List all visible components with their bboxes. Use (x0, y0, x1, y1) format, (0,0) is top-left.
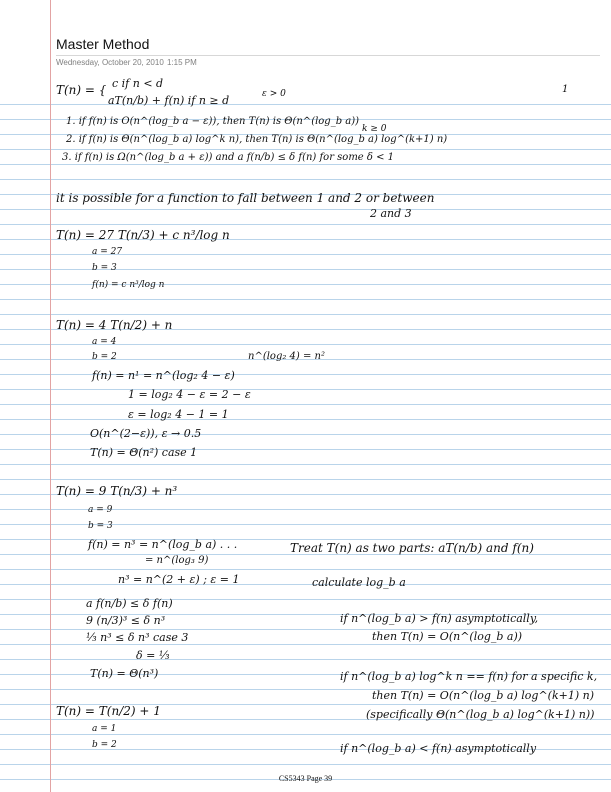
example-2-f: f(n) = n¹ = n^(log₂ 4 − ε) (92, 369, 235, 382)
example-1-a: a = 27 (92, 247, 123, 257)
example-4-recurrence: T(n) = T(n/2) + 1 (56, 704, 161, 718)
method-summary-title: Treat T(n) as two parts: aT(n/b) and f(n) (290, 541, 534, 555)
summary-case-2-result: then T(n) = O(n^(log_b a) log^(k+1) n) (372, 689, 595, 702)
example-3-log-value: = n^(log₃ 9) (145, 555, 209, 566)
summary-case-1: if n^(log_b a) > f(n) asymptotically, (340, 612, 539, 625)
example-2-result: T(n) = Θ(n²) case 1 (90, 446, 198, 459)
method-summary-step: calculate log_b a (312, 576, 406, 589)
case-1-statement: 1. if f(n) is O(n^(log_b a − ε)), then T(n) is Θ(n^(log_b a)) (66, 116, 360, 127)
example-2-comparison: n^(log₂ 4) = n² (248, 351, 325, 362)
example-3-recurrence: T(n) = 9 T(n/3) + n³ (56, 484, 178, 498)
example-2-step-1: 1 = log₂ 4 − ε = 2 − ε (128, 388, 251, 401)
margin-mark: 1 (562, 84, 569, 95)
epsilon-note: ε > 0 (262, 89, 286, 99)
recurrence-definition: T(n) = { (56, 83, 107, 97)
between-cases-note-cont: 2 and 3 (370, 207, 412, 220)
example-3-regularity-step-2: ⅓ n³ ≤ δ n³ case 3 (86, 631, 189, 644)
k-constraint-note: k ≥ 0 (362, 124, 387, 134)
case-3-statement: 3. if f(n) is Ω(n^(log_b a + ε)) and a f(n/b) ≤ δ f(n) for some δ < 1 (62, 152, 395, 163)
summary-case-1-result: then T(n) = O(n^(log_b a)) (372, 630, 523, 643)
summary-case-2-specific: (specifically Θ(n^(log_b a) log^(k+1) n)) (366, 708, 595, 721)
example-3-regularity: a f(n/b) ≤ δ f(n) (86, 597, 173, 610)
case-2-statement: 2. if f(n) is Θ(n^(log_b a) log^k n), then T(n) is Θ(n^(log_b a) log^(k+1) n) (66, 134, 448, 145)
example-2-recurrence: T(n) = 4 T(n/2) + n (56, 318, 173, 332)
example-2-a: a = 4 (92, 337, 117, 347)
page-time: 1:15 PM (167, 58, 197, 67)
example-1-b: b = 3 (92, 263, 117, 273)
summary-case-2: if n^(log_b a) log^k n == f(n) for a specific k, (340, 670, 598, 683)
example-3-f: f(n) = n³ = n^(log_b a) . . . (88, 538, 238, 551)
page-date: Wednesday, October 20, 2010 (56, 58, 164, 67)
example-4-a: a = 1 (92, 724, 117, 734)
example-3-result: T(n) = Θ(n³) (90, 667, 159, 680)
example-2-step-2: ε = log₂ 4 − 1 = 1 (128, 408, 229, 421)
example-2-step-3: O(n^(2−ε)), ε → 0.5 (90, 427, 202, 440)
example-3-delta: δ = ⅓ (136, 649, 170, 662)
example-3-a: a = 9 (88, 505, 113, 515)
example-3-epsilon: n³ = n^(2 + ε) ; ε = 1 (118, 573, 240, 586)
example-2-b: b = 2 (92, 352, 117, 362)
summary-case-3: if n^(log_b a) < f(n) asymptotically (340, 742, 537, 755)
between-cases-note: it is possible for a function to fall between 1 and 2 or between (56, 191, 435, 205)
example-1-f: f(n) = c n³/log n (92, 280, 165, 290)
page-footer: CS5343 Page 39 (278, 774, 333, 783)
page-title: Master Method (56, 36, 150, 52)
example-1-recurrence: T(n) = 27 T(n/3) + c n³/log n (56, 228, 230, 242)
example-3-regularity-step-1: 9 (n/3)³ ≤ δ n³ (86, 614, 166, 627)
example-4-b: b = 2 (92, 740, 117, 750)
recurrence-recursive-case: aT(n/b) + f(n) if n ≥ d (108, 94, 230, 107)
margin-line (50, 0, 51, 792)
title-divider (56, 55, 600, 56)
recurrence-base-case: c if n < d (112, 77, 164, 90)
example-3-b: b = 3 (88, 521, 113, 531)
